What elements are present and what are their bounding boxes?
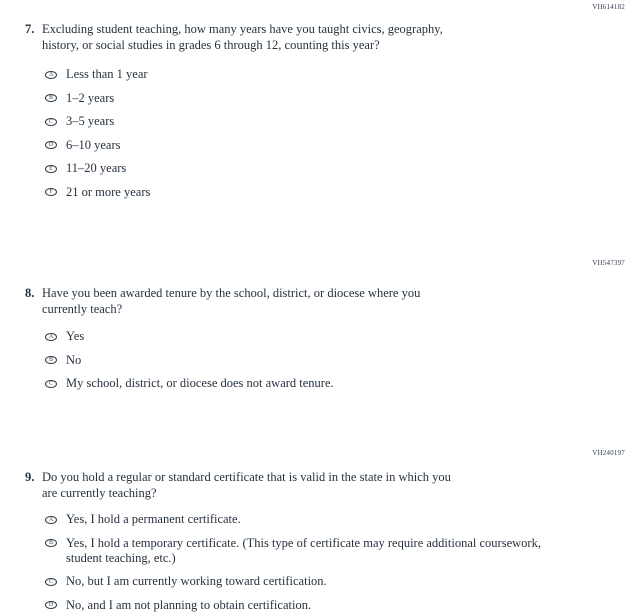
option-row [45,574,631,589]
option-row [45,536,631,566]
question-8-prompt [0,286,631,317]
option-row [45,353,631,368]
answer-bubble-b[interactable]: B [45,94,57,102]
answer-bubble-b[interactable]: B [45,356,57,364]
option-label [66,536,541,566]
question-7-number: 7. [25,22,35,36]
option-label: 1–2 years [66,90,115,105]
option-label: Less than 1 year [66,67,148,81]
option-label: No [66,352,82,367]
option-label-line-1: Yes, I hold a temporary certificate. (This type of certificate may require additional coursework, [66,535,541,550]
answer-bubble-a[interactable]: A [45,333,57,341]
option-row [45,67,631,82]
option-row [45,138,631,153]
answer-bubble-c[interactable]: C [45,118,57,126]
question-7-accession-code: VH614182 [592,3,625,11]
question-9-text [42,470,451,501]
question-9-options [0,512,631,613]
question-7-section [0,3,631,208]
answer-bubble-e[interactable]: E [45,165,57,173]
answer-bubble-b[interactable]: B [45,539,57,547]
answer-bubble-c[interactable]: C [45,380,57,388]
option-row [45,185,631,200]
answer-bubble-f[interactable]: F [45,188,57,196]
question-7-text [42,22,443,53]
option-label: Yes, I hold a permanent certificate. [66,512,241,526]
question-7-text-line-2: history, or social studies in grades 6 through 12, counting this year? [42,37,380,52]
question-9-section [0,449,631,613]
option-row [45,161,631,176]
option-label: No, but I am currently working toward certification. [66,574,327,588]
question-8-options [0,329,631,391]
question-9-text-line-1: Do you hold a regular or standard certificate that is valid in the state in which you [42,470,451,484]
question-7-text-line-1: Excluding student teaching, how many years have you taught civics, geography, [42,22,443,36]
option-row [45,114,631,129]
question-9-accession-code: VH240197 [592,449,625,457]
option-label: Yes [66,329,85,343]
question-8-section [0,259,631,400]
answer-bubble-d[interactable]: D [45,141,57,149]
option-row [45,512,631,527]
option-label: No, and I am not planning to obtain certification. [66,597,312,612]
option-label: 6–10 years [66,137,121,152]
option-label: 11–20 years [66,161,127,175]
option-row [45,376,631,391]
option-row [45,329,631,344]
answer-bubble-c[interactable]: C [45,578,57,586]
question-8-number: 8. [25,286,35,300]
option-label-line-2: student teaching, etc.) [66,550,176,565]
question-8-accession-code: VH547397 [592,259,625,267]
option-label: 21 or more years [66,184,151,199]
option-row [45,598,631,613]
question-9-number: 9. [25,470,35,484]
option-label: 3–5 years [66,114,115,128]
option-row [45,91,631,106]
question-7-prompt [0,22,631,53]
question-8-text-line-1: Have you been awarded tenure by the school, district, or diocese where you [42,286,421,300]
question-7-options [0,67,631,200]
answer-bubble-d[interactable]: D [45,601,57,609]
answer-bubble-a[interactable]: A [45,71,57,79]
question-9-text-line-2: are currently teaching? [42,485,157,500]
question-9-prompt [0,470,631,501]
question-8-text-line-2: currently teach? [42,301,123,316]
question-8-text [42,286,420,317]
option-label: My school, district, or diocese does not award tenure. [66,376,334,390]
answer-bubble-a[interactable]: A [45,516,57,524]
